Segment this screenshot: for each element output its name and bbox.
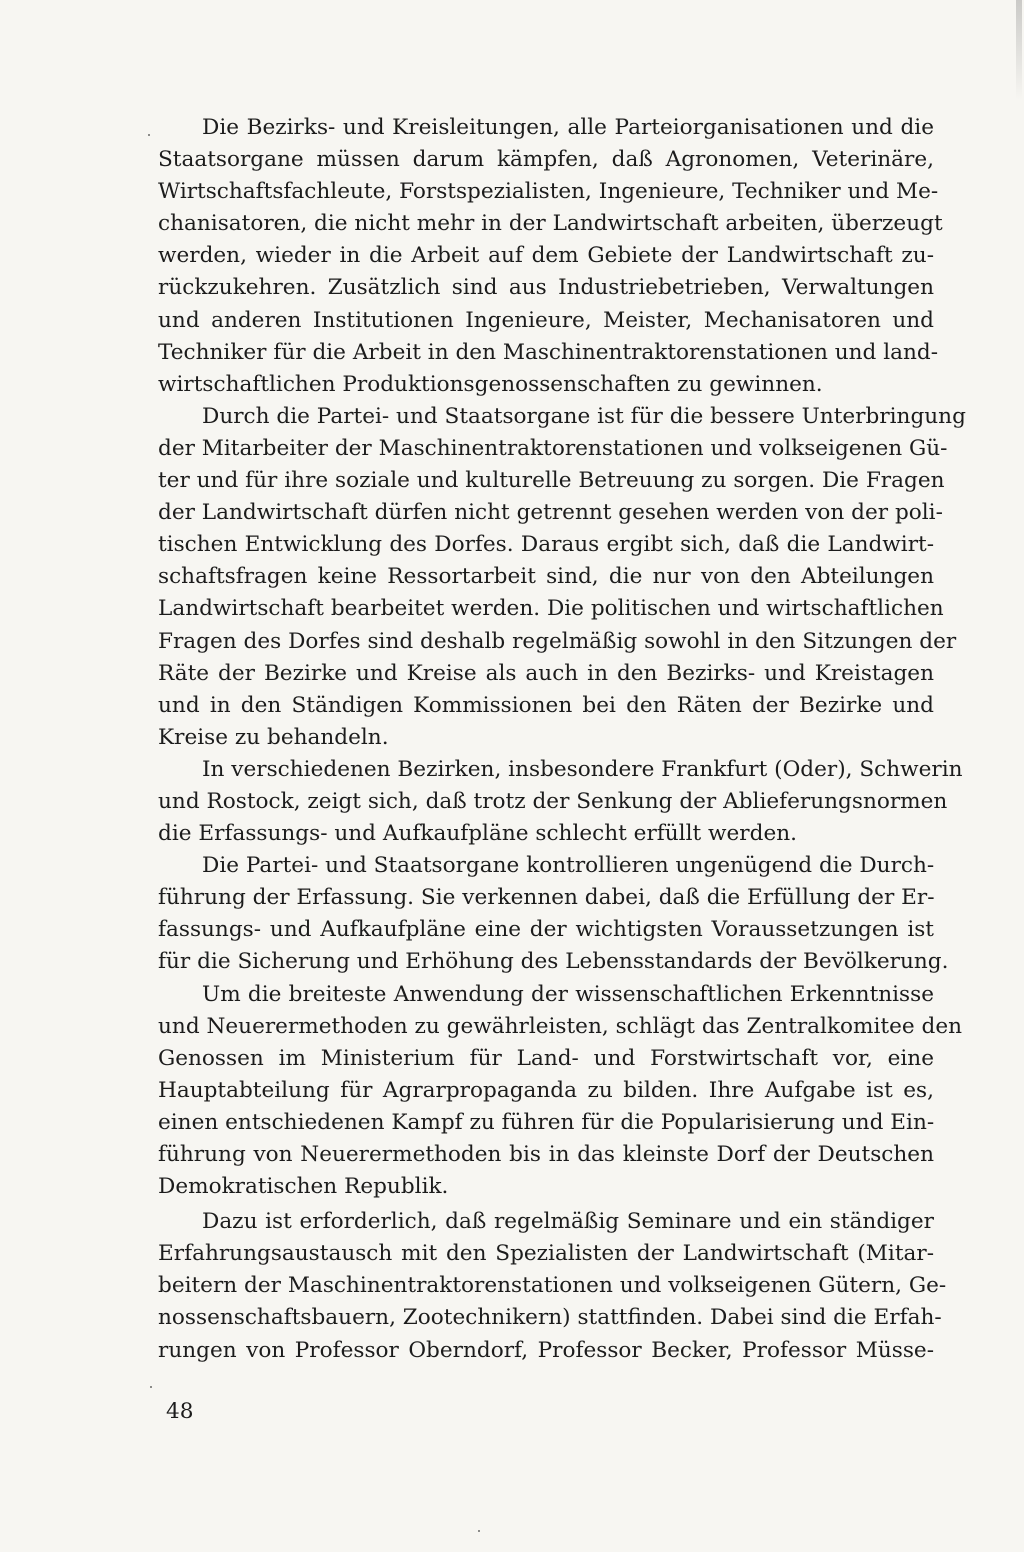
body-text	[158, 112, 966, 1367]
text-line: Dazu ist erforderlich, daß regelmäßig Seminare und ein ständiger	[202, 1209, 934, 1235]
text-line: Genossen im Ministerium für Land- und Forstwirtschaft vor, eine	[158, 1045, 934, 1071]
text-line: Um die breiteste Anwendung der wissenschaftlichen Erkenntnisse	[202, 981, 934, 1007]
scan-speck	[148, 134, 150, 136]
text-line: In verschiedenen Bezirken, insbesondere Frankfurt (Oder), Schwerin	[202, 756, 963, 782]
text-line: fassungs- und Aufkaufpläne eine der wichtigsten Voraussetzungen ist	[158, 917, 934, 943]
text-line: Techniker für die Arbeit in den Maschinentraktorenstationen und land-	[158, 339, 939, 365]
text-line: Durch die Partei- und Staatsorgane ist für die bessere Unterbringung	[202, 403, 966, 429]
text-line: Räte der Bezirke und Kreise als auch in den Bezirks- und Kreistagen	[158, 660, 934, 686]
text-line: tischen Entwicklung des Dorfes. Daraus ergibt sich, daß die Landwirt-	[158, 532, 934, 558]
scan-speck	[150, 1386, 152, 1388]
text-line: Hauptabteilung für Agrarpropaganda zu bilden. Ihre Aufgabe ist es,	[158, 1077, 934, 1103]
paragraph	[158, 850, 949, 978]
text-line: beitern der Maschinentraktorenstationen und volkseigenen Gütern, Ge-	[158, 1273, 947, 1299]
text-line: und Rostock, zeigt sich, daß trotz der Senkung der Ablieferungsnormen	[158, 788, 948, 814]
text-line: für die Sicherung und Erhöhung des Lebensstandards der Bevölkerung.	[158, 949, 949, 975]
scan-edge-shadow	[1016, 0, 1022, 100]
text-line: Staatsorgane müssen darum kämpfen, daß Agronomen, Veterinäre,	[158, 147, 934, 173]
paragraph	[158, 112, 943, 401]
text-line: führung der Erfassung. Sie verkennen dabei, daß die Erfüllung der Er-	[158, 885, 935, 911]
text-line: Die Bezirks- und Kreisleitungen, alle Parteiorganisationen und die	[202, 115, 934, 140]
text-line: einen entschiedenen Kampf zu führen für die Popularisierung und Ein-	[158, 1109, 935, 1135]
text-line: der Mitarbeiter der Maschinentraktorenstationen und volkseigenen Gü-	[158, 435, 948, 461]
text-line: der Landwirtschaft dürfen nicht getrennt gesehen werden von der poli-	[158, 500, 943, 526]
text-line: Kreise zu behandeln.	[158, 724, 389, 750]
text-line: werden, wieder in die Arbeit auf dem Gebiete der Landwirtschaft zu-	[158, 243, 934, 269]
text-line: schaftsfragen keine Ressortarbeit sind, die nur von den Abteilungen	[158, 564, 934, 590]
paragraph	[158, 1206, 947, 1366]
text-line: und anderen Institutionen Ingenieure, Meister, Mechanisatoren und	[158, 307, 934, 333]
text-line: rückzukehren. Zusätzlich sind aus Industriebetrieben, Verwaltungen	[158, 275, 934, 301]
text-line: Die Partei- und Staatsorgane kontrollieren ungenügend die Durch-	[202, 853, 935, 879]
text-line: Landwirtschaft bearbeitet werden. Die politischen und wirtschaftlichen	[158, 596, 944, 622]
text-line: die Erfassungs- und Aufkaufpläne schlecht erfüllt werden.	[158, 821, 797, 847]
scan-speck	[478, 1530, 480, 1532]
text-line: Demokratischen Republik.	[158, 1174, 449, 1200]
text-line: ter und für ihre soziale und kulturelle Betreuung zu sorgen. Die Fragen	[158, 468, 945, 494]
text-line: Wirtschaftsfachleute, Forstspezialisten, Ingenieure, Techniker und Me-	[158, 179, 939, 205]
text-line: Fragen des Dorfes sind deshalb regelmäßig sowohl in den Sitzungen der	[158, 628, 957, 654]
text-line: wirtschaftlichen Produktionsgenossenschaften zu gewinnen.	[158, 371, 823, 397]
text-line: und Neuerermethoden zu gewährleisten, schlägt das Zentralkomitee den	[158, 1013, 963, 1039]
paragraph	[158, 979, 963, 1204]
text-line: rungen von Professor Oberndorf, Professor Becker, Professor Müsse-	[158, 1337, 934, 1363]
page-number: 48	[166, 1399, 194, 1424]
text-line: nossenschaftsbauern, Zootechnikern) stattfinden. Dabei sind die Erfah-	[158, 1305, 942, 1331]
text-line: führung von Neuerermethoden bis in das kleinste Dorf der Deutschen	[158, 1142, 934, 1167]
paragraph	[158, 754, 963, 850]
text-line: Erfahrungsaustausch mit den Spezialisten der Landwirtschaft (Mitar-	[158, 1241, 934, 1267]
paragraph	[158, 401, 966, 754]
text-line: chanisatoren, die nicht mehr in der Landwirtschaft arbeiten, überzeugt	[158, 211, 943, 237]
text-line: und in den Ständigen Kommissionen bei den Räten der Bezirke und	[158, 692, 934, 718]
